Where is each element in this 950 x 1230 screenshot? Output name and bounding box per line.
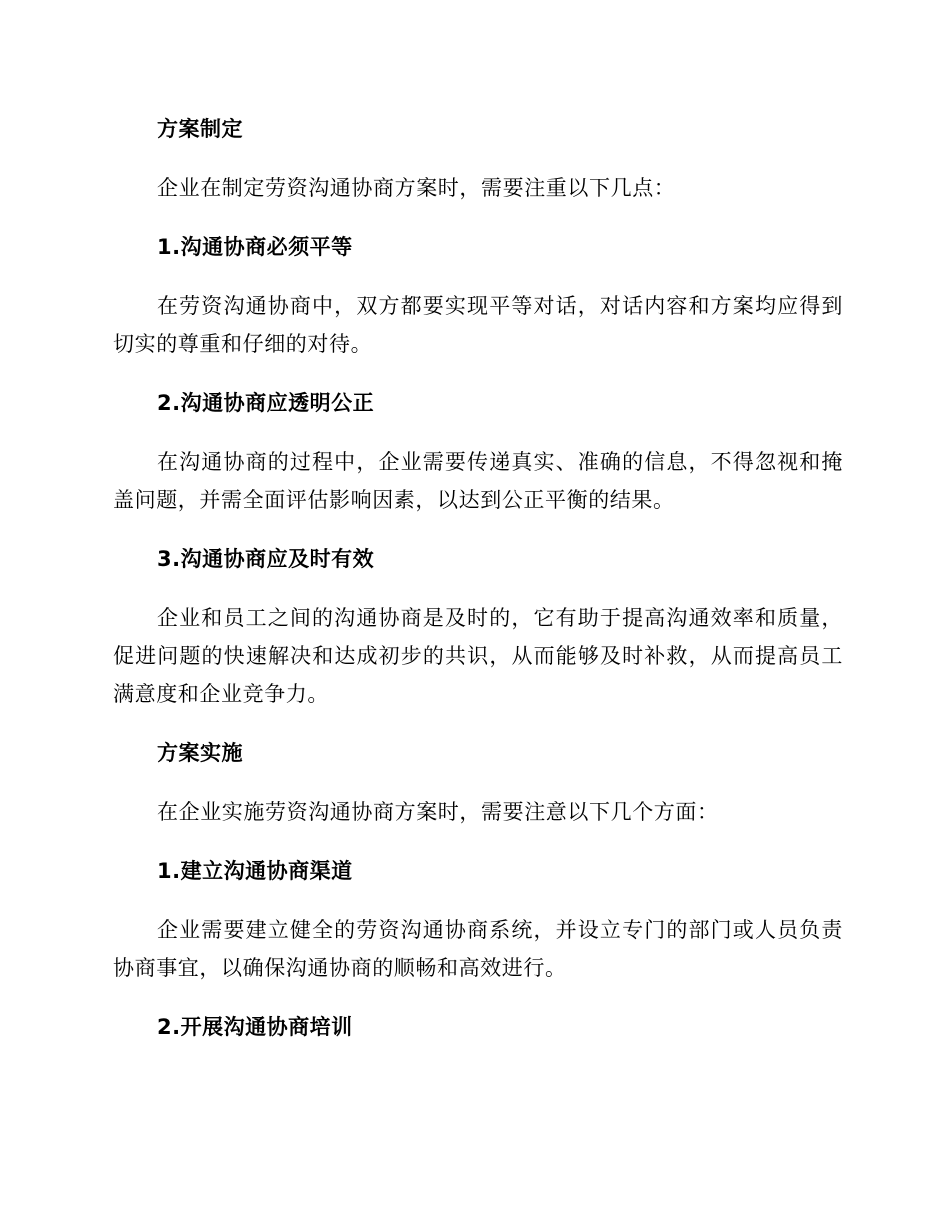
document-body: [113, 110, 843, 1067]
paragraph-plan-making-intro: 企业在制定劳资沟通协商方案时，需要注重以下几点：: [157, 176, 676, 200]
paragraph-equality: 在劳资沟通协商中，双方都要实现平等对话，对话内容和方案均应得到切实的尊重和仔细的对待。: [113, 294, 843, 356]
paragraph-timeliness: 企业和员工之间的沟通协商是及时的，它有助于提高沟通效率和质量，促进问题的快速解决和达成初步的共识，从而能够及时补救，从而提高员工满意度和企业竞争力。: [113, 606, 843, 706]
subheading-timeliness: 3.沟通协商应及时有效: [157, 547, 375, 571]
section-heading-plan-making: 方案制定: [157, 117, 243, 141]
subheading-channels: 1.建立沟通协商渠道: [157, 859, 353, 883]
subheading-training: 2.开展沟通协商培训: [157, 1015, 353, 1039]
paragraph-transparency: 在沟通协商的过程中，企业需要传递真实、准确的信息，不得忽视和掩盖问题，并需全面评估影响因素，以达到公正平衡的结果。: [113, 450, 843, 512]
paragraph-implementation-intro: 在企业实施劳资沟通协商方案时，需要注意以下几个方面：: [157, 800, 719, 824]
subheading-transparency: 2.沟通协商应透明公正: [157, 391, 375, 415]
paragraph-channels: 企业需要建立健全的劳资沟通协商系统，并设立专门的部门或人员负责协商事宜，以确保沟通协商的顺畅和高效进行。: [113, 918, 843, 980]
subheading-equality: 1.沟通协商必须平等: [157, 235, 353, 259]
section-heading-plan-implementation: 方案实施: [157, 741, 243, 765]
